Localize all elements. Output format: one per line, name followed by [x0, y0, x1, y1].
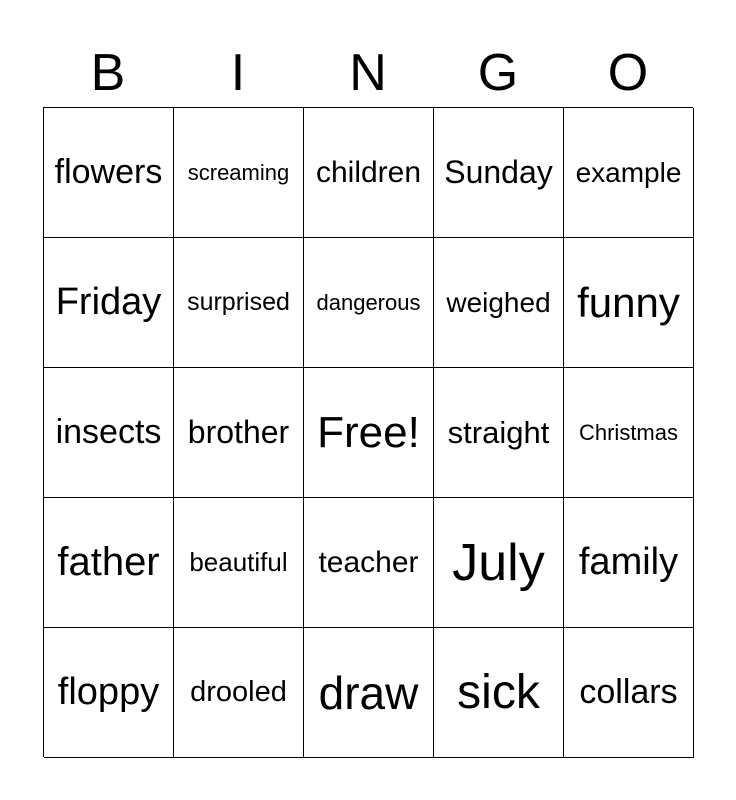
bingo-cell[interactable]: children	[304, 108, 434, 238]
bingo-cell[interactable]: father	[44, 498, 174, 628]
bingo-cell[interactable]: surprised	[174, 238, 304, 368]
bingo-cell[interactable]: sick	[434, 628, 564, 758]
bingo-cell[interactable]: July	[434, 498, 564, 628]
bingo-cell[interactable]: draw	[304, 628, 434, 758]
bingo-cell[interactable]: floppy	[44, 628, 174, 758]
bingo-cell[interactable]: drooled	[174, 628, 304, 758]
bingo-cell[interactable]: beautiful	[174, 498, 304, 628]
header-letter-n: N	[349, 44, 387, 102]
bingo-header	[43, 38, 693, 108]
header-letter-g: G	[477, 44, 519, 102]
bingo-cell[interactable]: Friday	[44, 238, 174, 368]
bingo-cell[interactable]: Sunday	[434, 108, 564, 238]
bingo-cell[interactable]: Christmas	[564, 368, 694, 498]
bingo-cell[interactable]: dangerous	[304, 238, 434, 368]
free-space-cell[interactable]: Free!	[304, 368, 434, 498]
bingo-board	[43, 107, 693, 757]
bingo-cell[interactable]: example	[564, 108, 694, 238]
bingo-cell[interactable]: family	[564, 498, 694, 628]
bingo-cell[interactable]: collars	[564, 628, 694, 758]
header-letter-i: I	[230, 44, 246, 102]
bingo-cell[interactable]: straight	[434, 368, 564, 498]
bingo-cell[interactable]: teacher	[304, 498, 434, 628]
bingo-cell[interactable]: weighed	[434, 238, 564, 368]
bingo-cell[interactable]: brother	[174, 368, 304, 498]
bingo-cell[interactable]: funny	[564, 238, 694, 368]
header-letter-o: O	[607, 44, 649, 102]
header-letter-b: B	[90, 44, 126, 102]
bingo-cell[interactable]: insects	[44, 368, 174, 498]
bingo-cell[interactable]: flowers	[44, 108, 174, 238]
bingo-cell[interactable]: screaming	[174, 108, 304, 238]
